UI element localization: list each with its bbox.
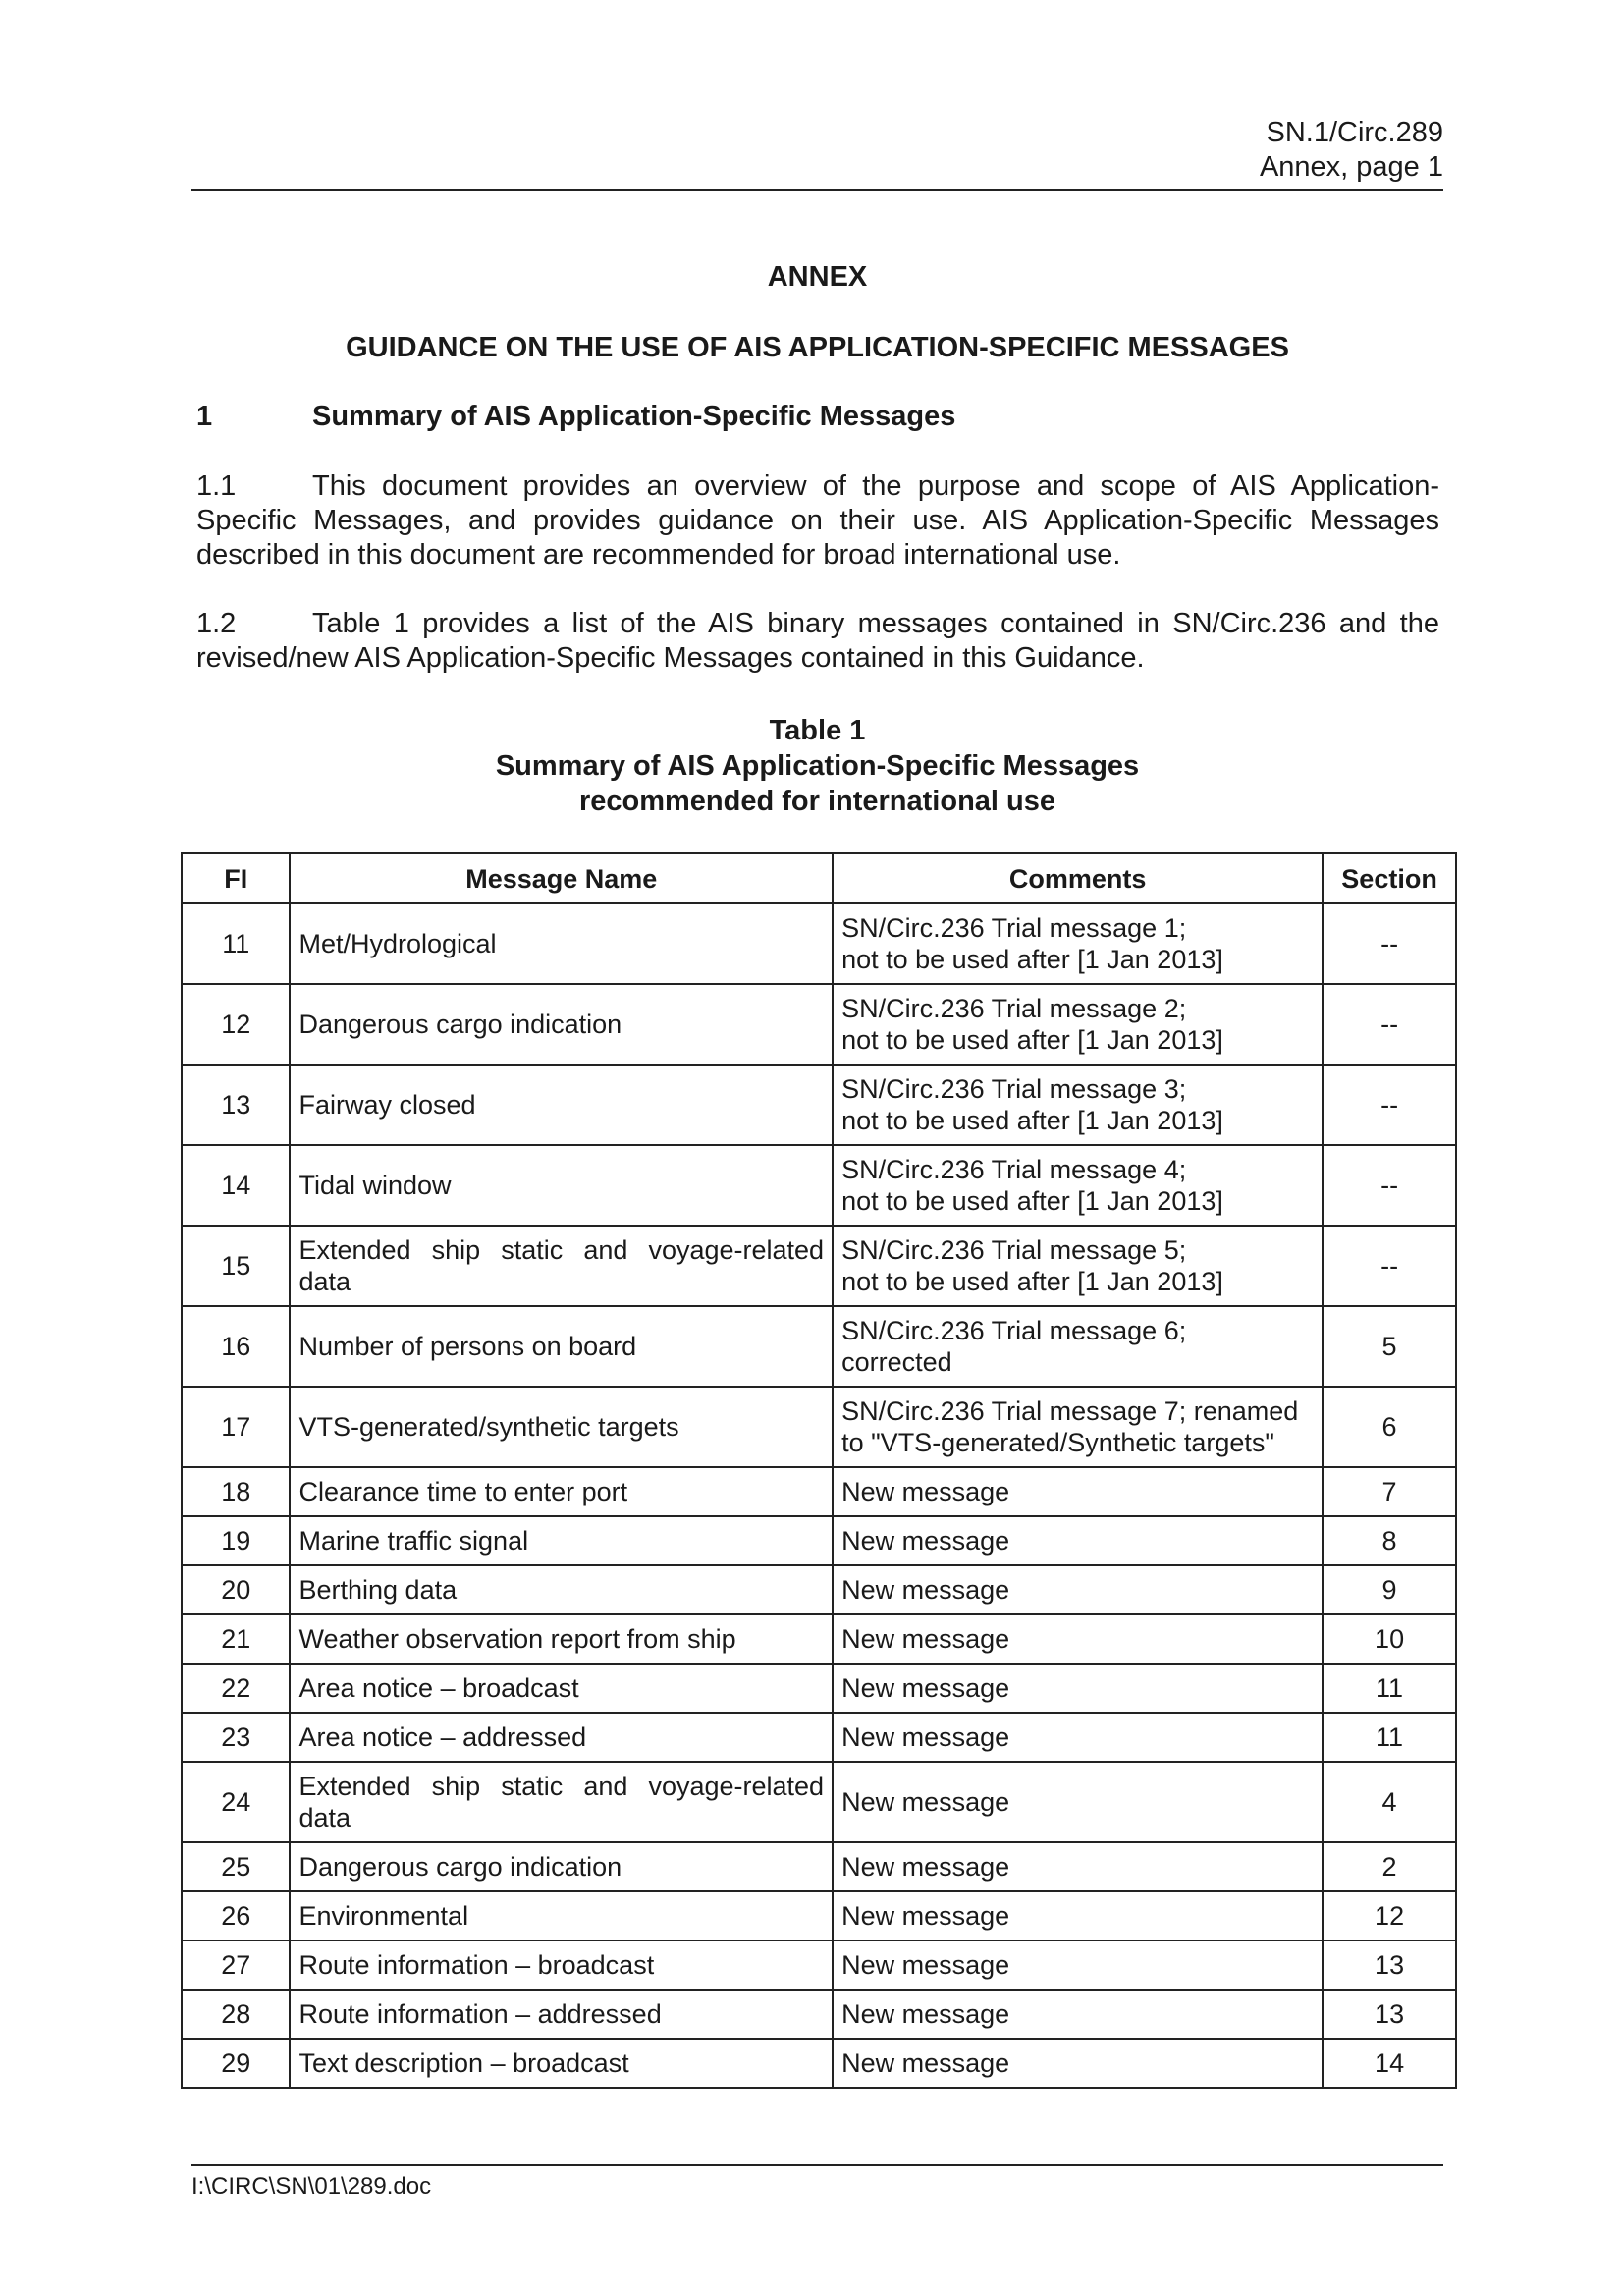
cell-message-name: VTS-generated/synthetic targets [290, 1387, 833, 1467]
cell-message-name: Text description – broadcast [290, 2039, 833, 2088]
cell-message-name: Extended ship static and voyage-related data [290, 1226, 833, 1306]
cell-message-name: Berthing data [290, 1565, 833, 1614]
cell-fi: 27 [182, 1941, 290, 1990]
cell-comments: New message [833, 1467, 1323, 1516]
cell-comments: New message [833, 1762, 1323, 1842]
table-title: Summary of AIS Application-Specific Messages [495, 750, 1140, 782]
cell-section: 8 [1323, 1516, 1456, 1565]
cell-comments: New message [833, 1842, 1323, 1891]
section-1-heading [196, 399, 955, 434]
cell-section: -- [1323, 1065, 1456, 1145]
paragraph-number: 1.1 [196, 470, 237, 502]
cell-fi: 13 [182, 1065, 290, 1145]
cell-comments [833, 1387, 1323, 1467]
header-message-name: Message Name [290, 853, 833, 903]
comment-line: SN/Circ.236 Trial message 3; [841, 1074, 1187, 1104]
cell-comments [833, 903, 1323, 984]
table-subtitle: recommended for international use [578, 786, 1056, 817]
table-row [182, 1891, 1456, 1941]
paragraph-text: This document provides an overview of the purpose and scope of AIS Application-Specific Messages, and provides guidance on their use. AIS Application-Specific Messages described in this document are recommended for broad international use. [196, 470, 1439, 571]
cell-section: 10 [1323, 1614, 1456, 1664]
cell-comments: New message [833, 1713, 1323, 1762]
paragraph-1-2 [196, 607, 1439, 676]
cell-message-name: Environmental [290, 1891, 833, 1941]
paragraph-number: 1.2 [196, 608, 237, 639]
cell-section: 11 [1323, 1664, 1456, 1713]
table-row [182, 1614, 1456, 1664]
cell-message-name: Route information – broadcast [290, 1941, 833, 1990]
table-number: Table 1 [769, 715, 866, 746]
cell-message-name: Fairway closed [290, 1065, 833, 1145]
cell-section: -- [1323, 1145, 1456, 1226]
table-row [182, 1762, 1456, 1842]
table-row [182, 984, 1456, 1065]
cell-section: 7 [1323, 1467, 1456, 1516]
cell-section: 6 [1323, 1387, 1456, 1467]
cell-comments: New message [833, 1990, 1323, 2039]
cell-fi: 14 [182, 1145, 290, 1226]
table-row [182, 1565, 1456, 1614]
cell-message-name: Dangerous cargo indication [290, 984, 833, 1065]
table-row [182, 1226, 1456, 1306]
table-row [182, 1145, 1456, 1226]
cell-comments [833, 984, 1323, 1065]
cell-message-name: Clearance time to enter port [290, 1467, 833, 1516]
comment-line: not to be used after [1 Jan 2013] [841, 1025, 1223, 1055]
cell-fi: 23 [182, 1713, 290, 1762]
comment-line: SN/Circ.236 Trial message 4; [841, 1155, 1187, 1184]
cell-section: 11 [1323, 1713, 1456, 1762]
cell-fi: 15 [182, 1226, 290, 1306]
cell-section: 14 [1323, 2039, 1456, 2088]
table-row [182, 1713, 1456, 1762]
cell-fi: 11 [182, 903, 290, 984]
cell-message-name: Area notice – addressed [290, 1713, 833, 1762]
cell-section: 13 [1323, 1990, 1456, 2039]
table-row [182, 1065, 1456, 1145]
cell-fi: 28 [182, 1990, 290, 2039]
cell-message-name: Met/Hydrological [290, 903, 833, 984]
section-title: Summary of AIS Application-Specific Messages [312, 401, 956, 432]
header-section: Section [1323, 853, 1456, 903]
cell-fi: 29 [182, 2039, 290, 2088]
cell-comments: New message [833, 1516, 1323, 1565]
header-comments: Comments [833, 853, 1323, 903]
section-number: 1 [196, 401, 213, 432]
cell-comments [833, 1306, 1323, 1387]
cell-message-name: Area notice – broadcast [290, 1664, 833, 1713]
cell-message-name: Number of persons on board [290, 1306, 833, 1387]
cell-comments: New message [833, 1891, 1323, 1941]
summary-table [181, 852, 1457, 2089]
table-row [182, 903, 1456, 984]
cell-comments: New message [833, 2039, 1323, 2088]
table-row [182, 1664, 1456, 1713]
cell-message-name: Marine traffic signal [290, 1516, 833, 1565]
comment-line: corrected [841, 1347, 952, 1377]
paragraph-text: Table 1 provides a list of the AIS binary messages contained in SN/Circ.236 and the revised/new AIS Application-Specific Messages contained in this Guidance. [196, 608, 1439, 674]
cell-comments [833, 1226, 1323, 1306]
table-row [182, 1467, 1456, 1516]
page-footer [191, 2164, 1443, 2202]
comment-line: not to be used after [1 Jan 2013] [841, 1267, 1223, 1296]
cell-fi: 19 [182, 1516, 290, 1565]
table-caption [191, 713, 1443, 819]
comment-line: not to be used after [1 Jan 2013] [841, 945, 1223, 974]
cell-comments: New message [833, 1664, 1323, 1713]
cell-section: 12 [1323, 1891, 1456, 1941]
header-fi: FI [182, 853, 290, 903]
annex-title: ANNEX [767, 261, 868, 293]
cell-fi: 18 [182, 1467, 290, 1516]
cell-fi: 25 [182, 1842, 290, 1891]
table-row [182, 1941, 1456, 1990]
cell-message-name: Extended ship static and voyage-related data [290, 1762, 833, 1842]
cell-section: 2 [1323, 1842, 1456, 1891]
cell-fi: 21 [182, 1614, 290, 1664]
table-row [182, 1516, 1456, 1565]
cell-fi: 24 [182, 1762, 290, 1842]
annex-page-label: Annex, page 1 [1259, 151, 1443, 183]
cell-fi: 17 [182, 1387, 290, 1467]
comment-line: SN/Circ.236 Trial message 1; [841, 913, 1187, 943]
comment-line: SN/Circ.236 Trial message 2; [841, 994, 1187, 1023]
cell-comments [833, 1065, 1323, 1145]
table-row [182, 1990, 1456, 2039]
cell-comments: New message [833, 1565, 1323, 1614]
comment-line: SN/Circ.236 Trial message 7; renamed [841, 1396, 1299, 1426]
table-row [182, 2039, 1456, 2088]
cell-comments [833, 1145, 1323, 1226]
paragraph-1-1 [196, 469, 1439, 573]
cell-fi: 22 [182, 1664, 290, 1713]
cell-fi: 26 [182, 1891, 290, 1941]
circular-reference: SN.1/Circ.289 [1266, 117, 1443, 148]
comment-line: not to be used after [1 Jan 2013] [841, 1106, 1223, 1135]
comment-line: to "VTS-generated/Synthetic targets" [841, 1428, 1274, 1457]
cell-message-name: Tidal window [290, 1145, 833, 1226]
cell-section: -- [1323, 1226, 1456, 1306]
comment-line: SN/Circ.236 Trial message 6; [841, 1316, 1187, 1345]
cell-section: 4 [1323, 1762, 1456, 1842]
table-row [182, 1842, 1456, 1891]
document-file-path: I:\CIRC\SN\01\289.doc [191, 2173, 432, 2200]
cell-message-name: Weather observation report from ship [290, 1614, 833, 1664]
table-row [182, 1387, 1456, 1467]
comment-line: not to be used after [1 Jan 2013] [841, 1186, 1223, 1216]
cell-section: 9 [1323, 1565, 1456, 1614]
cell-section: -- [1323, 903, 1456, 984]
document-title: GUIDANCE ON THE USE OF AIS APPLICATION-SPECIFIC MESSAGES [346, 332, 1289, 363]
cell-fi: 16 [182, 1306, 290, 1387]
table-row [182, 1306, 1456, 1387]
cell-section: 13 [1323, 1941, 1456, 1990]
cell-message-name: Route information – addressed [290, 1990, 833, 2039]
cell-fi: 12 [182, 984, 290, 1065]
cell-section: -- [1323, 984, 1456, 1065]
page-header [191, 116, 1443, 191]
comment-line: SN/Circ.236 Trial message 5; [841, 1235, 1187, 1265]
cell-comments: New message [833, 1614, 1323, 1664]
cell-comments: New message [833, 1941, 1323, 1990]
cell-message-name: Dangerous cargo indication [290, 1842, 833, 1891]
cell-section: 5 [1323, 1306, 1456, 1387]
table-header-row [182, 853, 1456, 903]
cell-fi: 20 [182, 1565, 290, 1614]
